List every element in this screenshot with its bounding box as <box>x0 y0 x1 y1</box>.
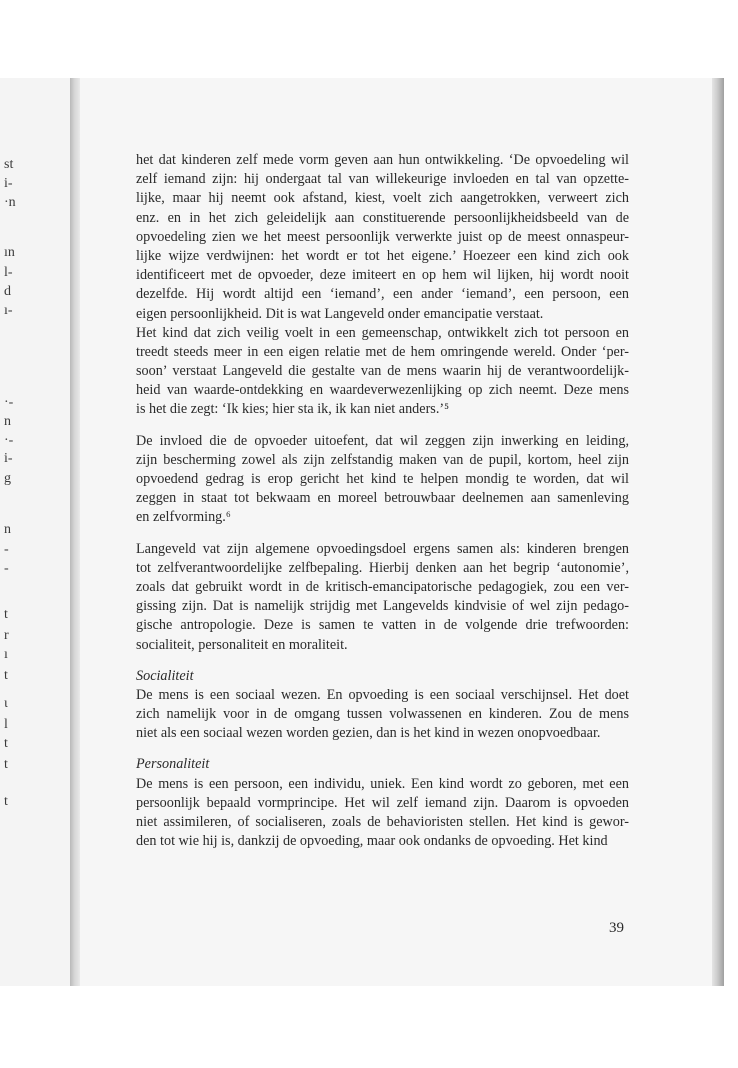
left-margin-fragment: i- <box>4 176 13 191</box>
left-margin-fragment: l- <box>4 265 13 280</box>
section-gap <box>136 743 629 755</box>
left-margin-fragment: d <box>4 284 11 299</box>
left-margin-fragment: l <box>4 717 8 732</box>
paragraph <box>136 324 629 420</box>
text-line: Langeveld vat zijn algemene opvoedingsdoel ergens samen als: kinderen brengen <box>136 540 629 557</box>
left-margin-fragment: n <box>4 414 11 429</box>
text-line: eigen persoonlijkheid. Dit is wat Langeveld onder emancipatie verstaat. <box>136 305 544 322</box>
text-line: identificeert met de opvoeder, deze imiteert en op hem wil lijken, hij wordt nooit <box>136 267 629 284</box>
paragraph <box>136 432 629 528</box>
section-gap <box>136 655 629 667</box>
book-spine <box>70 78 80 986</box>
section-paragraph <box>136 686 629 744</box>
section-heading: Socialiteit <box>136 667 194 684</box>
text-line: zelf iemand zijn: hij ondergaat tal van willekeurige invloeden en tal van opzette- <box>136 171 629 188</box>
left-margin-fragment: t <box>4 736 8 751</box>
body-text <box>136 151 629 851</box>
text-line: zijn bescherming zowel als zijn zelfstandig maken van de pupil, kortom, heel zijn <box>136 451 629 468</box>
left-margin-fragment: - <box>4 542 9 557</box>
text-line: zoals dat gebruikt wordt in de kritisch-emancipatorische pedagogiek, zou een ver- <box>136 578 629 595</box>
left-margin-fragment: ·n <box>4 195 16 210</box>
text-line: soon’ verstaat Langeveld die gestalte van de mens waarin hij de verantwoordelijk- <box>136 363 629 380</box>
text-line: gische antropologie. Deze is samen te vatten in de volgende drie trefwoorden: <box>136 617 629 634</box>
left-page-margin-text <box>4 78 64 986</box>
text-line: De mens is een sociaal wezen. En opvoeding is een sociaal verschijnsel. Het doet <box>136 686 629 703</box>
page-number: 39 <box>609 920 624 936</box>
text-line: zich namelijk voor in de omgang tussen volwassenen en kinderen. Zou de mens <box>136 706 629 723</box>
text-line: lijke wijze verdwijnen: het wordt er tot het eigene.’ Hoezeer een kind zich ook <box>136 247 629 264</box>
left-margin-fragment: ı <box>4 647 8 662</box>
text-line: het dat kinderen zelf mede vorm geven aan hun ontwikkeling. ‘De opvoedeling wil <box>136 152 629 168</box>
left-margin-fragment: ·- <box>4 433 14 448</box>
text-line: den tot wie hij is, dankzij de opvoeding, maar ook ondanks de opvoeding. Het kind <box>136 833 608 850</box>
text-line: niet assimileren, of socialiseren, zoals de behavioristen stellen. Het kind is gewor- <box>136 814 629 830</box>
left-margin-fragment: t <box>4 668 8 683</box>
text-line: opvoedeling zien we het meest persoonlijk verwerkte juist op de meest onnaspeur- <box>136 228 629 245</box>
left-margin-fragment: g <box>4 471 11 486</box>
paragraph <box>136 151 629 324</box>
left-margin-fragment: ι <box>4 696 8 711</box>
text-line: gissing zijn. Dat is namelijk strijdig met Langevelds kindvisie of wel zijn pedago- <box>136 598 629 615</box>
left-margin-fragment: st <box>4 157 14 172</box>
left-margin-fragment: ı- <box>4 303 13 318</box>
paragraph-gap <box>136 420 629 432</box>
left-margin-fragment: ın <box>4 245 15 260</box>
section-paragraph <box>136 775 629 852</box>
paragraph <box>136 540 629 655</box>
left-margin-fragment: t <box>4 607 8 622</box>
text-line: De mens is een persoon, een individu, uniek. Een kind wordt zo geboren, met een <box>136 775 629 792</box>
left-margin-fragment: i- <box>4 451 13 466</box>
text-line: Het kind dat zich veilig voelt in een gemeenschap, ontwikkelt zich tot persoon en <box>136 324 629 341</box>
left-page <box>0 78 70 986</box>
left-margin-fragment: t <box>4 794 8 809</box>
left-margin-fragment: - <box>4 561 9 576</box>
text-line: is het die zegt: ‘Ik kies; hier sta ik, ik kan niet anders.’⁵ <box>136 401 450 418</box>
paragraph-gap <box>136 528 629 540</box>
text-line: persoonlijk bepaald vormprincipe. Het wil zelf iemand zijn. Daarom is opvoeden <box>136 794 629 811</box>
text-line: heid van waarde-ontdekking en waardeverwezenlijking op zich neemt. Deze mens <box>136 382 629 399</box>
left-margin-fragment: t <box>4 757 8 772</box>
left-margin-fragment: r <box>4 628 9 643</box>
left-margin-fragment: ·- <box>4 395 14 410</box>
text-line: enz. en in het zich geleidelijk aan constituerende persoonlijkheidsbeeld van de <box>136 209 629 226</box>
text-line: tot zelfverantwoordelijke zelfbepaling. Hierbij denken aan het begrip ‘autonomie’, <box>136 559 629 576</box>
left-margin-fragment: n <box>4 522 11 537</box>
text-line: De invloed die de opvoeder uitoefent, dat wil zeggen zijn inwerking en leiding, <box>136 432 629 449</box>
text-line: en zelfvorming.⁶ <box>136 509 231 526</box>
text-line: zeggen in staat tot bekwaam en moreel betrouwbaar deelnemen aan samenleving <box>136 490 629 507</box>
page-edge <box>712 78 724 986</box>
text-line: treedt steeds meer in een eigen relatie met de hem omringende wereld. Onder ‘per- <box>136 343 629 360</box>
text-line: niet als een sociaal wezen worden gezien, dan is het kind in wezen onopvoedbaar. <box>136 725 601 742</box>
text-line: socialiteit, personaliteit en moraliteit. <box>136 636 348 653</box>
text-line: lijke, maar hij neemt ook afstand, kiest, voelt zich aangetrokken, verweert zich <box>136 190 629 207</box>
text-line: dezelfde. Hij wordt altijd een ‘iemand’, een ander ‘iemand’, een persoon, een <box>136 286 629 303</box>
text-line: opvoedend gedrag is erop gericht het kind te helpen mondig te worden, dat wil <box>136 471 629 487</box>
section-heading: Personaliteit <box>136 756 210 773</box>
